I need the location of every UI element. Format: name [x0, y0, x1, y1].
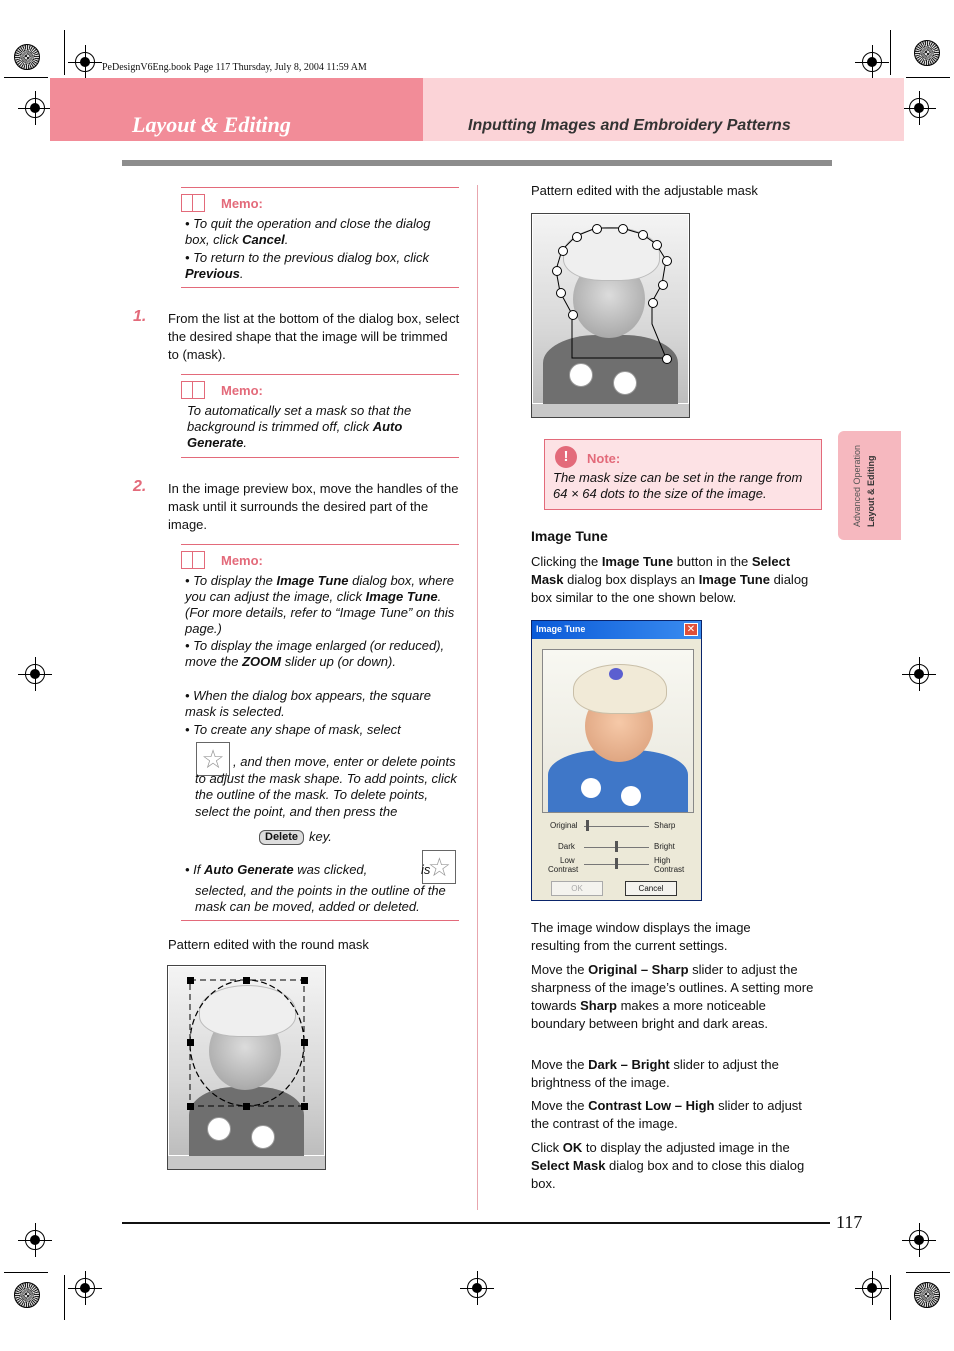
original-sharp-slider[interactable] — [584, 826, 649, 827]
registration-mark-icon — [25, 664, 45, 684]
column-divider — [477, 185, 478, 1210]
side-tab-line1: Advanced Operation — [852, 444, 862, 527]
exclamation-icon: ! — [555, 446, 577, 468]
registration-mark-icon — [909, 98, 929, 118]
close-icon[interactable]: ✕ — [684, 623, 698, 636]
registration-mark-icon — [862, 52, 882, 72]
memo-label: Memo: — [221, 195, 263, 211]
ok-button[interactable]: OK — [551, 881, 603, 896]
note-label: Note: — [587, 451, 621, 466]
paragraph: Clicking the Image Tune button in the Select Mask dialog box displays an Image Tune dialog box similar to the one shown below. — [531, 554, 809, 605]
color-target-icon — [914, 40, 940, 66]
memo-bullet: • To display the image enlarged (or reduced), move the ZOOM slider up (or down). — [185, 638, 445, 669]
page-subtitle: Inputting Images and Embroidery Patterns — [468, 117, 791, 134]
note-box — [544, 439, 822, 510]
registration-mark-icon — [75, 1278, 95, 1298]
section-heading: Image Tune — [531, 528, 608, 544]
paragraph: Move the Contrast Low – High slider to adjust the contrast of the image. — [531, 1098, 802, 1131]
free-mask-star-icon: ☆ — [422, 850, 456, 884]
step-number: 1. — [133, 308, 147, 325]
registration-mark-icon — [75, 52, 95, 72]
adjustable-mask-photo — [531, 213, 690, 418]
book-icon — [181, 551, 205, 569]
delete-key-icon: Delete — [259, 830, 304, 845]
step-text: In the image preview box, move the handles of the mask until it surrounds the desired part of the image. — [168, 481, 459, 532]
registration-mark-icon — [467, 1278, 487, 1298]
memo-text: is — [421, 862, 431, 877]
step-number: 2. — [133, 478, 147, 495]
memo-box: Memo: • To display the Image Tune dialog box, where you can adjust the image, click Image Tune. (For more details, refer to “Image Tune” on this page.) • To display the image enlarged (or reduced), move the ZOOM slider up (or down). • When the dialog box appears, the square mask is selected. • To create any shape of mask, select ☆ , and then move, enter or delete points to adjust the mask shape. To add points, click the outline of the mask. To delete points, select the point, and then press the Delete key. • If Auto Generate was clicked, ☆ is selected, and the points in the outline of the mask can be moved, added or deleted. — [181, 544, 459, 921]
page-number: 117 — [836, 1212, 863, 1232]
top-rule — [122, 160, 832, 166]
registration-mark-icon — [862, 1278, 882, 1298]
memo-bullet: • To return to the previous dialog box, click Previous. — [185, 250, 429, 281]
registration-mark-icon — [25, 1230, 45, 1250]
slider-label-original: Original — [550, 821, 578, 830]
side-tab-line2: Layout & Editing — [866, 455, 876, 527]
paragraph: Move the Original – Sharp slider to adjust the sharpness of the image’s outlines. A setting more towards Sharp makes a more noticeable boundary between bright and dark areas. — [531, 962, 814, 1031]
section-title: Layout & Editing — [132, 112, 291, 137]
memo-text: key. — [309, 829, 332, 844]
color-target-icon — [14, 1282, 40, 1308]
figure-caption: Pattern edited with the round mask — [168, 937, 369, 952]
bottom-rule — [122, 1222, 830, 1224]
delete-key-wrap — [259, 827, 304, 845]
slider-label-dark: Dark — [558, 842, 575, 851]
memo-bullet: • To create any shape of mask, select — [185, 722, 401, 737]
note-text: The mask size can be set in the range from 64 × 64 dots to the size of the image. — [553, 470, 803, 501]
print-info: PeDesignV6Eng.book Page 117 Thursday, July 8, 2004 11:59 AM — [102, 62, 367, 73]
registration-mark-icon — [909, 664, 929, 684]
slider-label-high: High — [654, 856, 671, 865]
round-mask-photo — [167, 965, 326, 1170]
paragraph: Click OK to display the adjusted image in the Select Mask dialog box and to close this dialog box. — [531, 1140, 805, 1191]
book-icon — [181, 194, 205, 212]
cancel-button[interactable]: Cancel — [625, 881, 677, 896]
slider-label-contrast-high: Contrast — [654, 865, 685, 874]
memo-bullet-cont: , and then move, enter or delete points to adjust the mask shape. To add points, click the outline of the mask. To delete points, select the point, and then press the — [195, 754, 457, 819]
image-tune-dialog — [531, 620, 702, 901]
slider-thumb[interactable] — [615, 858, 618, 869]
slider-label-low: Low — [560, 856, 575, 865]
slider-thumb[interactable] — [586, 820, 589, 831]
dialog-titlebar — [532, 621, 701, 639]
color-target-icon — [14, 44, 40, 70]
memo-bullet: • To quit the operation and close the dialog box, click Cancel. — [185, 216, 431, 247]
memo-box — [181, 187, 459, 288]
book-icon — [181, 381, 205, 399]
registration-mark-icon — [909, 1230, 929, 1250]
color-target-icon — [914, 1282, 940, 1308]
adjustable-mask-outline — [532, 214, 689, 417]
dialog-title: Image Tune — [536, 624, 586, 634]
step-text: From the list at the bottom of the dialog box, select the desired shape that the image will be trimmed to (mask). — [168, 311, 460, 362]
paragraph: The image window displays the image resulting from the current settings. — [531, 920, 751, 953]
memo-bullet: • When the dialog box appears, the square mask is selected. — [185, 688, 431, 719]
slider-label-sharp: Sharp — [654, 821, 676, 830]
figure-caption: Pattern edited with the adjustable mask — [531, 183, 758, 198]
memo-bullet: • To display the Image Tune dialog box, where you can adjust the image, click Image Tune. (For more details, refer to “Image Tune” on this page.) — [185, 573, 455, 636]
free-mask-star-icon: ☆ — [196, 742, 230, 776]
memo-box: Memo: To automatically set a mask so that the background is trimmed off, click Auto Generate. — [181, 374, 459, 458]
slider-label-bright: Bright — [654, 842, 675, 851]
round-mask-outline — [168, 966, 325, 1169]
dialog-preview — [542, 649, 694, 813]
slider-thumb[interactable] — [615, 841, 618, 852]
registration-mark-icon — [25, 98, 45, 118]
memo-bullet-cont: selected, and the points in the outline of the mask can be moved, added or deleted. — [195, 883, 446, 914]
memo-text: To automatically set a mask so that the background is trimmed off, click Auto Generate. — [187, 403, 412, 450]
paragraph: Move the Dark – Bright slider to adjust the brightness of the image. — [531, 1057, 779, 1090]
slider-label-contrast-low: Contrast — [548, 865, 579, 874]
memo-bullet: • If Auto Generate was clicked, — [185, 862, 368, 877]
side-tab — [838, 431, 901, 540]
